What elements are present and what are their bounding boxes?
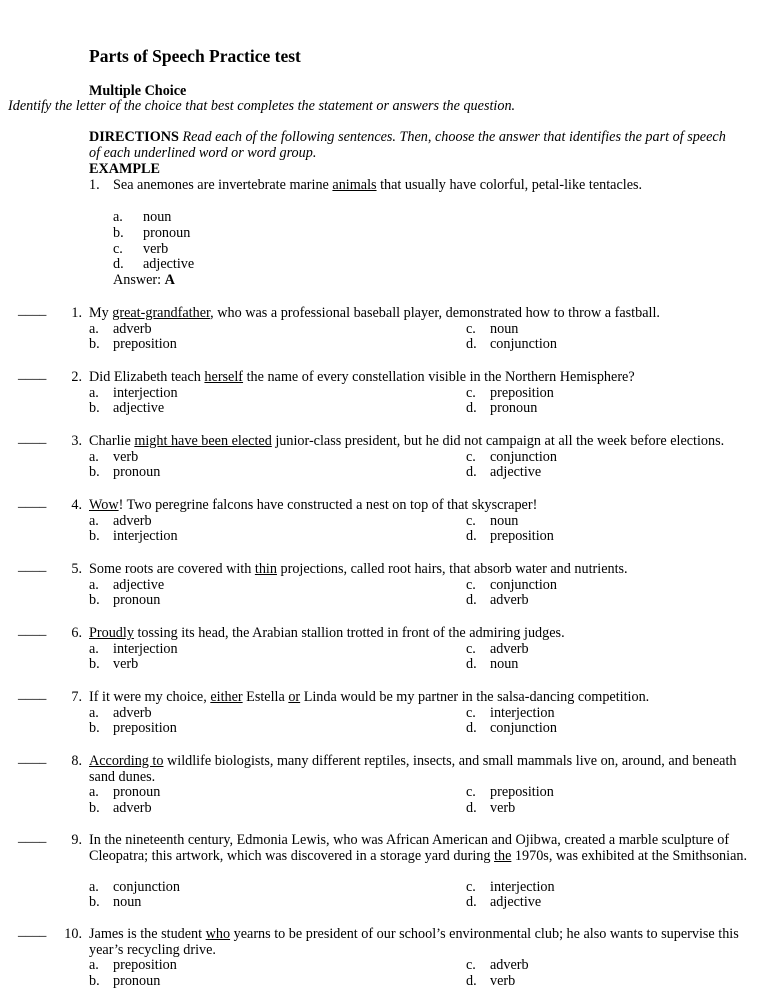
question-number: 2.: [71, 369, 82, 385]
choice-a: a. conjunction: [89, 878, 180, 895]
directions-block: [89, 130, 729, 161]
underlined-word: the: [494, 847, 512, 864]
answer-blank[interactable]: ____: [18, 302, 47, 318]
directions-text: Read each of the following sentences. Then, choose the answer that identifies the part of speech of each underlined word or word group.: [89, 129, 726, 161]
choice-b: b. adverb: [89, 799, 152, 816]
answer-blank[interactable]: ____: [18, 923, 47, 939]
question-stem: James is the student who yearns to be president of our school’s environmental club; he also wants to supervise this year’s recycling drive.: [89, 926, 739, 958]
answer-blank[interactable]: ____: [18, 494, 47, 510]
choice-a: a. interjection: [89, 640, 178, 657]
example-question: [89, 178, 709, 194]
question-stem: If it were my choice, either Estella or Linda would be my partner in the salsa-dancing competition.: [89, 689, 650, 705]
choice-b: b. adjective: [89, 400, 165, 417]
question-stem: Some roots are covered with thin projections, called root hairs, that absorb water and nutrients.: [89, 561, 628, 577]
directions-lead: DIRECTIONS: [89, 129, 179, 145]
underlined-word: might have been elected: [134, 433, 272, 449]
question-number: 10.: [64, 926, 82, 942]
choice-b: b. preposition: [89, 336, 177, 353]
choice-a: a. adverb: [89, 704, 152, 721]
choice-c: c. conjunction: [466, 576, 557, 593]
question-number: 3.: [71, 433, 82, 449]
question-stem: My great-grandfather, who was a professional baseball player, demonstrated how to throw a fastball.: [89, 305, 660, 321]
choice-b: b. pronoun: [89, 972, 161, 989]
underlined-word: animals: [332, 177, 377, 193]
choice-c: c. interjection: [466, 878, 555, 895]
underlined-word: herself: [204, 369, 244, 385]
example-stem: Sea anemones are invertebrate marine animals that usually have colorful, petal-like tentacles.: [113, 177, 643, 193]
choice-c: c. noun: [466, 320, 519, 337]
answer-blank[interactable]: ____: [18, 622, 47, 638]
underlined-word: Proudly: [89, 625, 134, 641]
choice-d: d. noun: [466, 656, 519, 673]
choice-d: d. preposition: [466, 528, 554, 545]
underlined-word: thin: [254, 561, 277, 577]
question-stem: Proudly tossing its head, the Arabian stallion trotted in front of the admiring judges.: [89, 625, 565, 641]
instruction-text: Identify the letter of the choice that best completes the statement or answers the question.: [8, 98, 516, 114]
question-stem: In the nineteenth century, Edmonia Lewis, who was African American and Ojibwa, created a marble sculpture of Cleopatra; this artwork, which was discovered in a storage yard during the 1970s, was exhibited at the Smithsonian.: [89, 832, 748, 864]
question-number: 1.: [71, 305, 82, 321]
choice-c: c. adverb: [466, 640, 529, 657]
choice-d: d. adverb: [466, 592, 529, 609]
question-stem: According to wildlife biologists, many different reptiles, insects, and small mammals live on, around, and beneath sand dunes.: [89, 753, 737, 785]
choice-b: b. pronoun: [89, 592, 161, 609]
question-number: 7.: [71, 689, 82, 705]
question-number: 4.: [71, 497, 82, 513]
underlined-word: Wow: [89, 497, 119, 513]
question-number: 8.: [71, 753, 82, 769]
question-number: 9.: [71, 832, 82, 848]
question-number: 5.: [71, 561, 82, 577]
choice-d: d. verb: [466, 972, 516, 989]
question-number: 6.: [71, 625, 82, 641]
choice-a: a. pronoun: [89, 784, 161, 801]
choice-b: b. pronoun: [89, 464, 161, 481]
choice-c: c. interjection: [466, 704, 555, 721]
choice-c: c. preposition: [466, 784, 554, 801]
answer-blank[interactable]: ____: [18, 558, 47, 574]
choice-d: d. conjunction: [466, 720, 557, 737]
choice-a: a. adverb: [89, 320, 152, 337]
example-choice-b: b. pronoun: [113, 225, 191, 241]
choice-b: b. noun: [89, 894, 142, 911]
choice-d: d. adjective: [466, 894, 542, 911]
page-title: Parts of Speech Practice test: [89, 46, 301, 66]
section-heading: Multiple Choice: [89, 83, 187, 99]
underlined-word: According to: [89, 753, 164, 769]
choice-d: d. verb: [466, 799, 516, 816]
example-answer: Answer: A: [113, 272, 175, 288]
choice-a: a. adverb: [89, 512, 152, 529]
underlined-word: great-grandfather: [112, 305, 211, 321]
choice-c: c. preposition: [466, 384, 554, 401]
example-choice-a: a. noun: [113, 209, 172, 225]
example-number: 1.: [89, 177, 100, 193]
choice-b: b. interjection: [89, 528, 178, 545]
answer-blank[interactable]: ____: [18, 366, 47, 382]
choice-b: b. verb: [89, 656, 139, 673]
underlined-word: either: [210, 689, 243, 705]
underlined-word: or: [288, 689, 301, 705]
choice-a: a. adjective: [89, 576, 165, 593]
answer-blank[interactable]: ____: [18, 750, 47, 766]
choice-a: a. preposition: [89, 957, 177, 974]
choice-d: d. pronoun: [466, 400, 538, 417]
example-label: EXAMPLE: [89, 161, 160, 177]
question-stem: Wow! Two peregrine falcons have constructed a nest on top of that skyscraper!: [89, 497, 538, 513]
question-stem: Did Elizabeth teach herself the name of every constellation visible in the Northern Hemisphere?: [89, 369, 635, 385]
answer-blank[interactable]: ____: [18, 829, 47, 845]
choice-c: c. conjunction: [466, 448, 557, 465]
choice-d: d. adjective: [466, 464, 542, 481]
underlined-word: who: [205, 926, 231, 942]
choice-c: c. noun: [466, 512, 519, 529]
answer-blank[interactable]: ____: [18, 686, 47, 702]
choice-a: a. verb: [89, 448, 139, 465]
choice-c: c. adverb: [466, 957, 529, 974]
choice-d: d. conjunction: [466, 336, 557, 353]
choice-b: b. preposition: [89, 720, 177, 737]
example-choice-c: c. verb: [113, 241, 169, 257]
example-choice-d: d. adjective: [113, 256, 195, 272]
choice-a: a. interjection: [89, 384, 178, 401]
question-stem: Charlie might have been elected junior-class president, but he did not campaign at all the week before elections.: [89, 433, 725, 449]
answer-blank[interactable]: ____: [18, 430, 47, 446]
